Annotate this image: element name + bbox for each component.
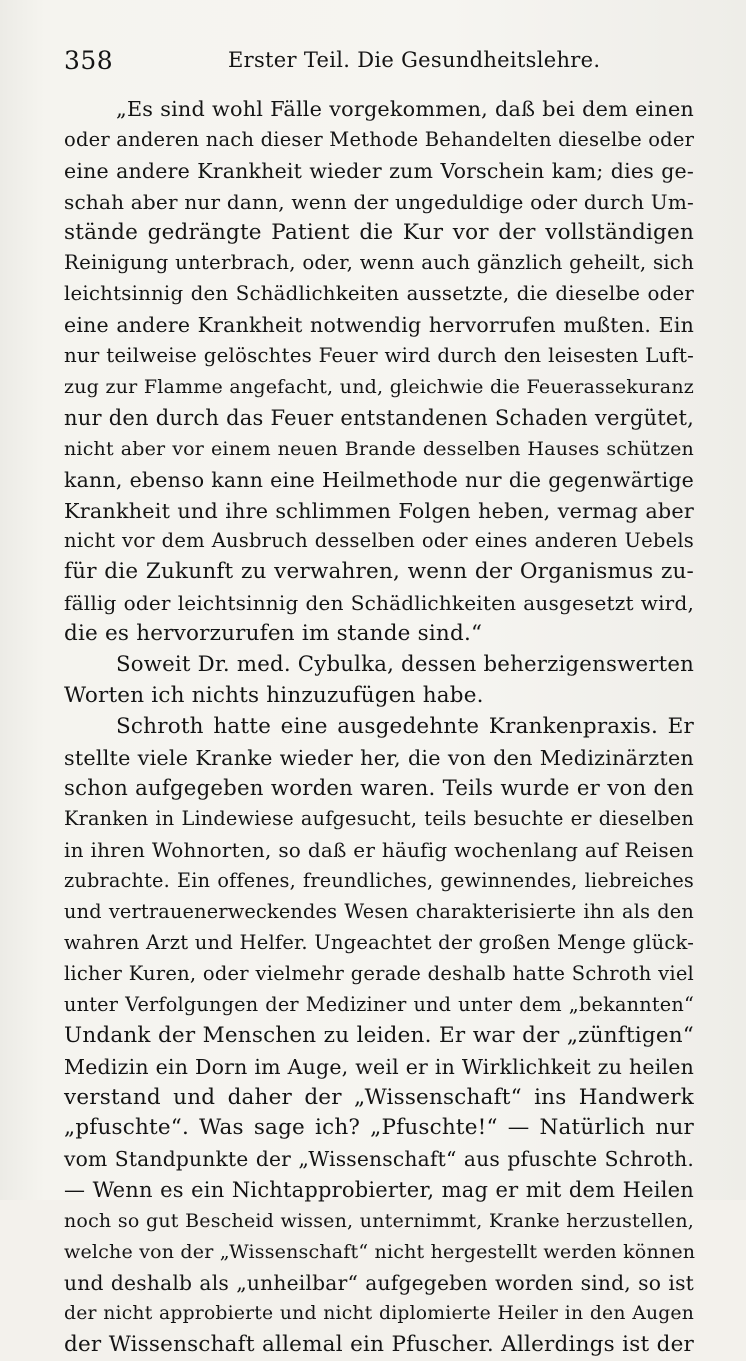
text-line: schah aber nur dann, wenn der ungeduldige oder durch Um- (64, 189, 694, 214)
text-line: und deshalb als „unheilbar“ aufgegeben worden sind, so ist (64, 1270, 694, 1295)
text-line: fällig oder leichtsinnig den Schädlichkeiten ausgesetzt wird, (64, 591, 694, 616)
text-line: unter Verfolgungen der Mediziner und unter dem „bekannten“ (64, 992, 694, 1016)
text-line: licher Kuren, oder vielmehr gerade deshalb hatte Schroth viel (64, 961, 694, 985)
text-line: nicht aber vor einem neuen Brande desselben Hauses schützen (64, 437, 694, 460)
text-line: und vertrauenerweckendes Wesen charakterisierte ihn als den (64, 900, 694, 924)
body-text (64, 94, 694, 1361)
running-head: Erster Teil. Die Gesundheitslehre. (228, 48, 601, 72)
text-line: der nicht approbierte und nicht diplomierte Heiler in den Augen (64, 1302, 694, 1324)
text-line: „pfuschte“. Was sage ich? „Pfuschte!“ — Natürlich nur (64, 1115, 694, 1141)
text-line: verstand und daher der „Wissenschaft“ ins Handwerk (64, 1084, 694, 1110)
text-line: für die Zukunft zu verwahren, wenn der Organismus zu- (64, 559, 694, 585)
text-line: oder anderen nach dieser Methode Behandelten dieselbe oder (64, 127, 695, 151)
text-line: „Es sind wohl Fälle vorgekommen, daß bei dem einen (116, 97, 694, 121)
text-line: welche von der „Wissenschaft“ nicht hergestellt werden können (64, 1240, 696, 1263)
text-line: zubrachte. Ein offenes, freundliches, gewinnendes, liebreiches (64, 869, 694, 893)
text-line: nur teilweise gelöschtes Feuer wird durch den leisesten Luft- (64, 344, 694, 368)
text-line: Medizin ein Dorn im Auge, weil er in Wirklichkeit zu heilen (64, 1054, 694, 1079)
text-line: Krankheit und ihre schlimmen Folgen heben, vermag aber (64, 498, 694, 523)
text-line: nicht vor dem Ausbruch desselben oder eines anderen Uebels (64, 529, 694, 553)
text-line: kann, ebenso kann eine Heilmethode nur die gegenwärtige (64, 467, 694, 492)
page-header (64, 44, 704, 78)
text-line: vom Standpunkte der „Wissenschaft“ aus pfuschte Schroth. (64, 1147, 694, 1172)
text-line: Undank der Menschen zu leiden. Er war der „zünftigen“ (64, 1022, 694, 1048)
text-line: Worten ich nichts hinzuzufügen habe. (64, 682, 484, 708)
text-line: die es hervorzurufen im stande sind.“ (64, 621, 483, 647)
text-line: Kranken in Lindewiese aufgesucht, teils besuchte er dieselben (64, 807, 694, 831)
text-line: — Wenn es ein Nichtapprobierter, mag er mit dem Heilen (64, 1178, 694, 1203)
text-line: stände gedrängte Patient die Kur vor der vollständigen (64, 219, 694, 245)
page-number: 358 (64, 46, 114, 75)
text-line: Reinigung unterbrach, oder, wenn auch gänzlich geheilt, sich (64, 251, 694, 275)
text-line: nur den durch das Feuer entstandenen Schaden vergütet, (64, 405, 694, 430)
text-line: leichtsinnig den Schädlichkeiten aussetzte, die dieselbe oder (64, 282, 694, 306)
text-line: der Wissenschaft allemal ein Pfuscher. Allerdings ist der (64, 1331, 694, 1357)
text-line: Schroth hatte eine ausgedehnte Krankenpraxis. Er (116, 713, 694, 739)
text-line: stellte viele Kranke wieder her, die von den Medizinärzten (64, 745, 694, 770)
text-line: zug zur Flamme angefacht, und, gleichwie die Feuerassekuranz (64, 376, 694, 399)
text-line: noch so gut Bescheid wissen, unternimmt, Kranke herzustellen, (64, 1210, 694, 1233)
text-line: schon aufgegeben worden waren. Teils wurde er von den (64, 775, 694, 801)
text-line: eine andere Krankheit notwendig hervorrufen mußten. Ein (64, 313, 694, 338)
text-line: in ihren Wohnorten, so daß er häufig wochenlang auf Reisen (64, 838, 694, 863)
text-line: wahren Arzt und Helfer. Ungeachtet der großen Menge glück- (64, 931, 694, 955)
text-line: eine andere Krankheit wieder zum Vorschein kam; dies ge- (64, 158, 694, 183)
text-line: Soweit Dr. med. Cybulka, dessen beherzigenswerten (116, 652, 694, 678)
